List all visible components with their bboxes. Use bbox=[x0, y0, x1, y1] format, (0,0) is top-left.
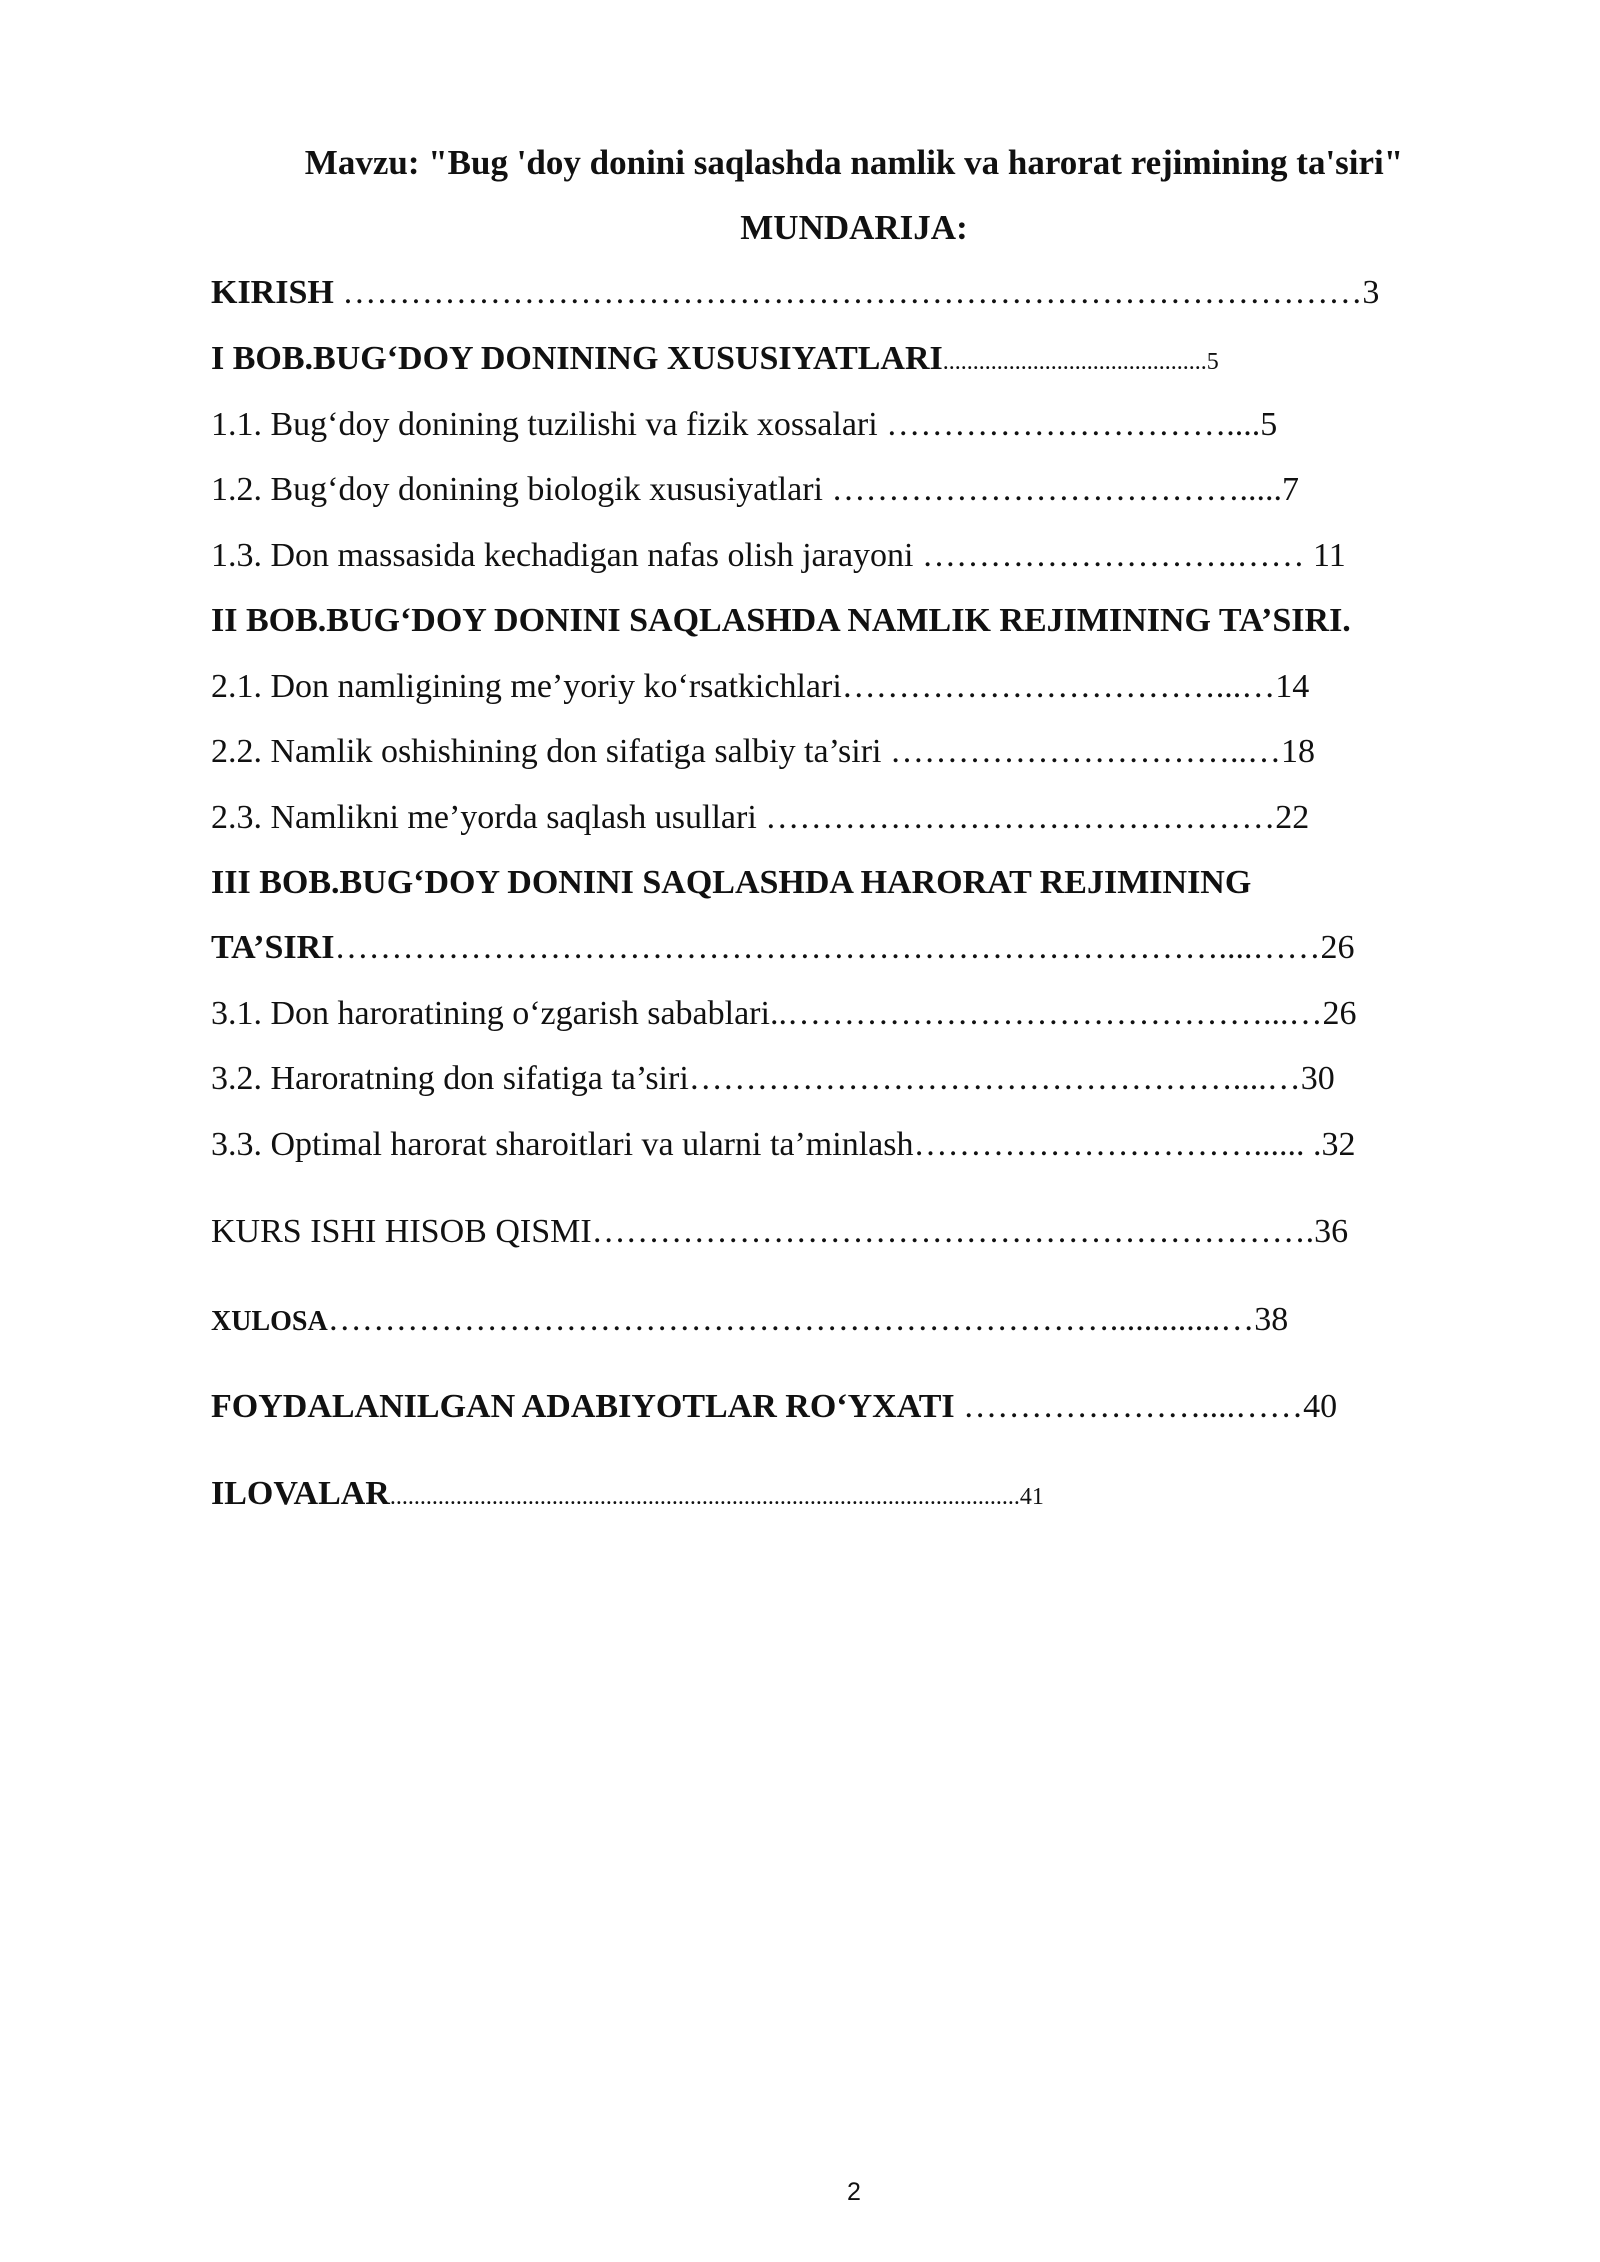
toc-leader: …………………....……40 bbox=[954, 1388, 1338, 1425]
toc-entry-chapter-1 bbox=[211, 342, 1219, 376]
toc-entry-introduction bbox=[211, 276, 1379, 310]
toc-entry-1-3: 1.3. Don massasida kechadigan nafas olish jarayoni ……………………….…… 11 bbox=[211, 537, 1346, 574]
toc-entry-label: FOYDALANILGAN ADABIYOTLAR RO‘YXATI bbox=[211, 1388, 955, 1425]
toc-entry-2-3: 2.3. Namlikni me’yorda saqlash usullari ………………………………………22 bbox=[211, 799, 1310, 836]
toc-entry-chapter-3-continued bbox=[211, 931, 1354, 965]
toc-entry-conclusion bbox=[211, 1303, 1288, 1337]
toc-entry-label: I BOB.BUG‘DOY DONINING XUSUSIYATLARI bbox=[211, 340, 943, 377]
toc-leader: ………………………………………………………………………………3 bbox=[333, 274, 1380, 311]
page-number: 2 bbox=[847, 2178, 861, 2206]
toc-entry-3-2: 3.2. Haroratning don sifatiga ta’siri…………………………………………....…30 bbox=[211, 1060, 1335, 1097]
toc-entry-1-2: 1.2. Bug‘doy donining biologik xususiyatlari ……………………………….....7 bbox=[211, 471, 1299, 508]
toc-entry-3-1: 3.1. Don haroratining o‘zgarish sabablari..……………………………………...…26 bbox=[211, 995, 1357, 1032]
toc-leader: …………………………………………………………….............…38 bbox=[327, 1301, 1289, 1338]
document-topic: Mavzu: "Bug 'doy donini saqlashda namlik va harorat rejimining ta'siri" bbox=[304, 143, 1404, 182]
toc-entry-label: XULOSA bbox=[211, 1306, 328, 1337]
toc-entry-2-2: 2.2. Namlik oshishining don sifatiga salbiy ta’siri …………………………..…18 bbox=[211, 733, 1316, 770]
toc-entry-label: KIRISH bbox=[211, 274, 334, 311]
toc-entry-appendices bbox=[211, 1477, 1044, 1511]
toc-entry-2-1: 2.1. Don namligining me’yoriy ko‘rsatkichlari……………………………...…14 bbox=[211, 668, 1310, 705]
toc-entry-references bbox=[211, 1390, 1337, 1424]
toc-entry-chapter-3: III BOB.BUG‘DOY DONINI SAQLASHDA HARORAT REJIMINING bbox=[211, 864, 1252, 901]
toc-entry-label: ILOVALAR bbox=[211, 1475, 390, 1512]
toc-entry-course-calculation: KURS ISHI HISOB QISMI……………………………………………………….36 bbox=[211, 1213, 1349, 1250]
toc-entry-3-3: 3.3. Optimal harorat sharoitlari va ularni ta’minlash…………………………...... .32 bbox=[211, 1126, 1356, 1163]
toc-leader: .........................................................................................................41 bbox=[389, 1484, 1044, 1510]
contents-heading: MUNDARIJA: bbox=[740, 208, 968, 247]
toc-leader: ……………………………………………………………………....……26 bbox=[334, 929, 1355, 966]
toc-entry-1-1: 1.1. Bug‘doy donining tuzilishi va fizik xossalari …………………………....5 bbox=[211, 406, 1278, 443]
toc-entry-chapter-2: II BOB.BUG‘DOY DONINI SAQLASHDA NAMLIK REJIMINING TA’SIRI. bbox=[211, 602, 1351, 639]
toc-entry-label: TA’SIRI bbox=[211, 929, 335, 966]
toc-leader: ............................................5 bbox=[942, 349, 1219, 375]
